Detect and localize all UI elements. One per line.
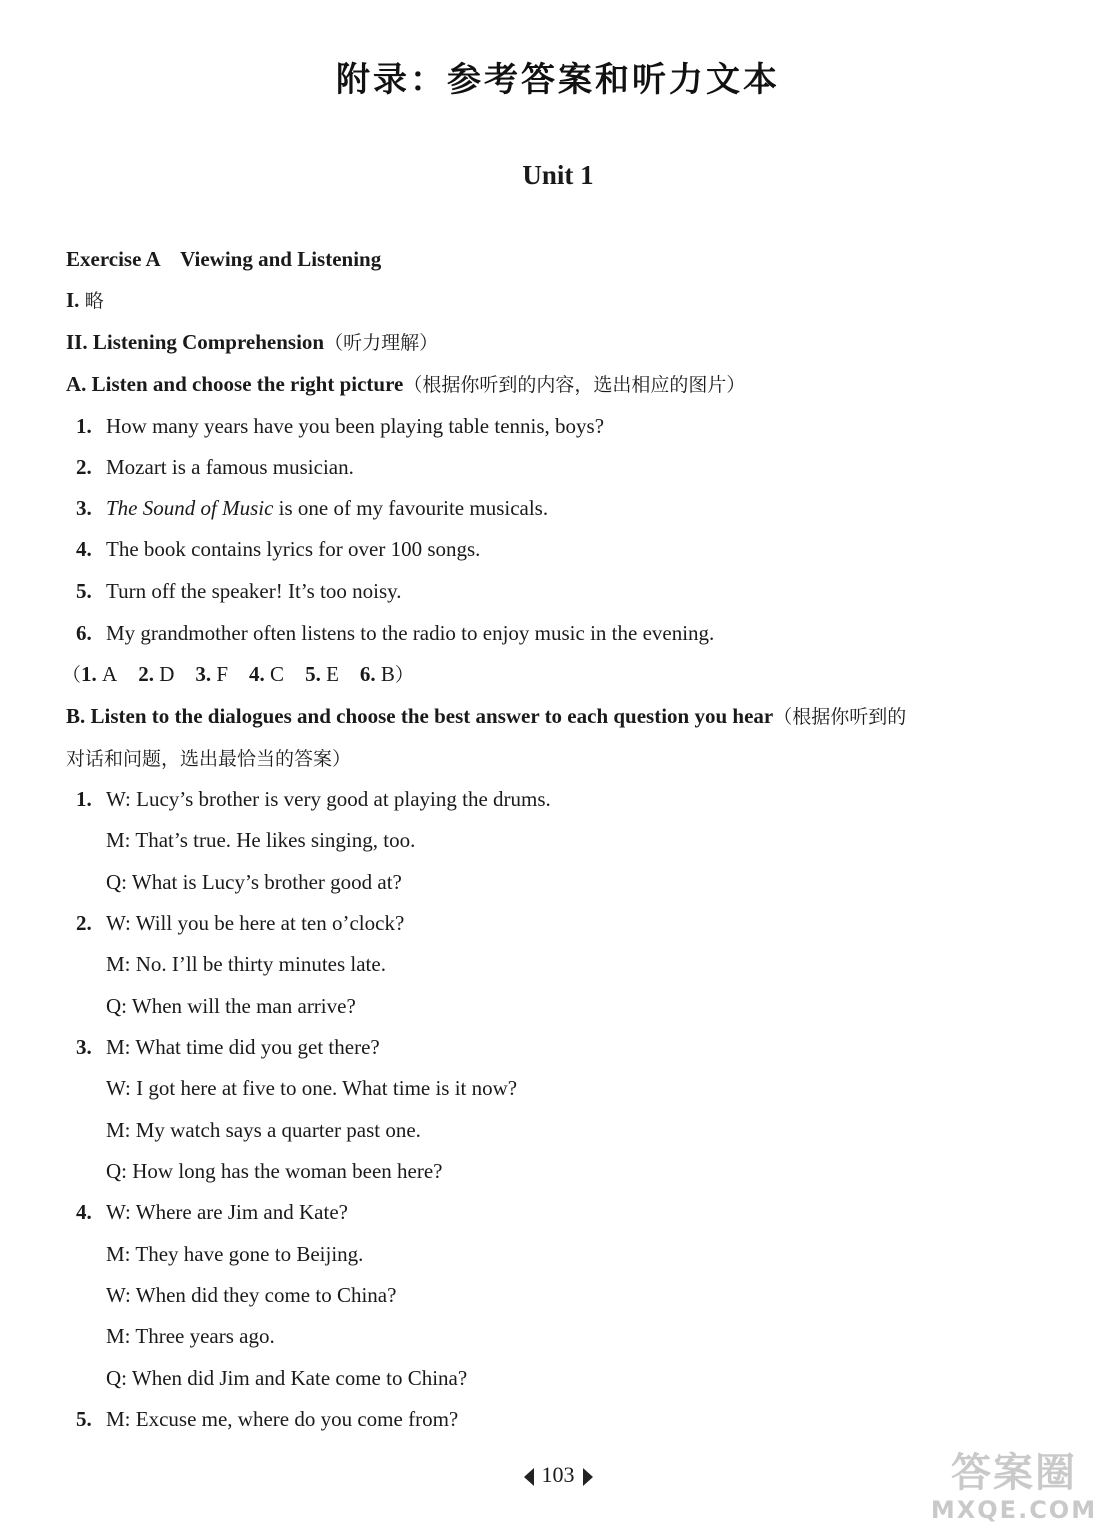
watermark-cn: 答案圈 <box>951 1450 1077 1496</box>
dialogue-line: Q: When will the man arrive? <box>106 994 356 1018</box>
dialogue-line: Q: How long has the woman been here? <box>106 1159 443 1183</box>
page-title: 附录：参考答案和听力文本 <box>336 60 780 100</box>
part-b-heading <box>66 702 906 731</box>
dialogue-line: M: Three years ago. <box>106 1324 275 1348</box>
list-item: 5. Turn off the speaker! It’s too noisy. <box>76 579 402 603</box>
part-a-answers: （1. A 2. D 3. F 4. C 5. E 6. B） <box>62 662 414 686</box>
dialogue-line: 2. W: Will you be here at ten o’clock? <box>76 911 405 935</box>
list-item: 2. Mozart is a famous musician. <box>76 455 354 479</box>
list-item: 4. The book contains lyrics for over 100 songs. <box>76 537 481 561</box>
unit-heading: Unit 1 <box>522 160 594 190</box>
part-a-label: A. <box>66 372 87 396</box>
exercise-heading: Exercise A Viewing and Listening <box>66 247 382 271</box>
dialogue-line: 1. W: Lucy’s brother is very good at playing the drums. <box>76 787 551 811</box>
watermark-logo <box>924 1450 1104 1528</box>
section-2-cn: （听力理解） <box>324 332 439 354</box>
part-a-title: Listen and choose the right picture <box>91 372 404 396</box>
dialogue-line: 3. M: What time did you get there? <box>76 1035 380 1059</box>
left-triangle-icon <box>524 1468 534 1486</box>
dialogue-line: M: They have gone to Beijing. <box>106 1242 364 1266</box>
section-1 <box>66 286 104 315</box>
page-number: 103 <box>541 1462 575 1487</box>
dialogue-line: 5. M: Excuse me, where do you come from? <box>76 1407 459 1431</box>
dialogue-line: M: That’s true. He likes singing, too. <box>106 828 416 852</box>
part-a-cn: （根据你听到的内容，选出相应的图片） <box>403 374 746 396</box>
part-b-cn-continuation: 对话和问题，选出最恰当的答案） <box>66 748 352 770</box>
list-item: 3. The Sound of Music is one of my favourite musicals. <box>76 496 549 520</box>
watermark-en: MXQE.COM <box>930 1496 1098 1524</box>
list-item: 1. How many years have you been playing table tennis, boys? <box>76 414 605 438</box>
part-b-cn-1: （根据你听到的 <box>773 706 907 728</box>
dialogue-line: M: My watch says a quarter past one. <box>106 1118 421 1142</box>
dialogue-line: Q: When did Jim and Kate come to China? <box>106 1366 468 1390</box>
musical-title: The Sound of Music <box>106 496 274 520</box>
list-item: 6. My grandmother often listens to the radio to enjoy music in the evening. <box>76 621 715 645</box>
part-b-title: Listen to the dialogues and choose the best answer to each question you hear <box>90 704 774 728</box>
section-2-heading <box>66 328 438 357</box>
section-1-text: 略 <box>84 290 104 312</box>
part-b-label: B. <box>66 704 86 728</box>
dialogue-line: Q: What is Lucy’s brother good at? <box>106 870 402 894</box>
right-triangle-icon <box>583 1468 593 1486</box>
dialogue-line: W: When did they come to China? <box>106 1283 397 1307</box>
dialogue-line: W: I got here at five to one. What time is it now? <box>106 1076 518 1100</box>
dialogue-line: M: No. I’ll be thirty minutes late. <box>106 952 386 976</box>
part-a-heading <box>66 370 745 399</box>
section-2-title: Listening Comprehension <box>92 330 325 354</box>
dialogue-line: 4. W: Where are Jim and Kate? <box>76 1200 348 1224</box>
section-1-number: I. <box>66 288 80 312</box>
section-2-number: II. <box>66 330 88 354</box>
